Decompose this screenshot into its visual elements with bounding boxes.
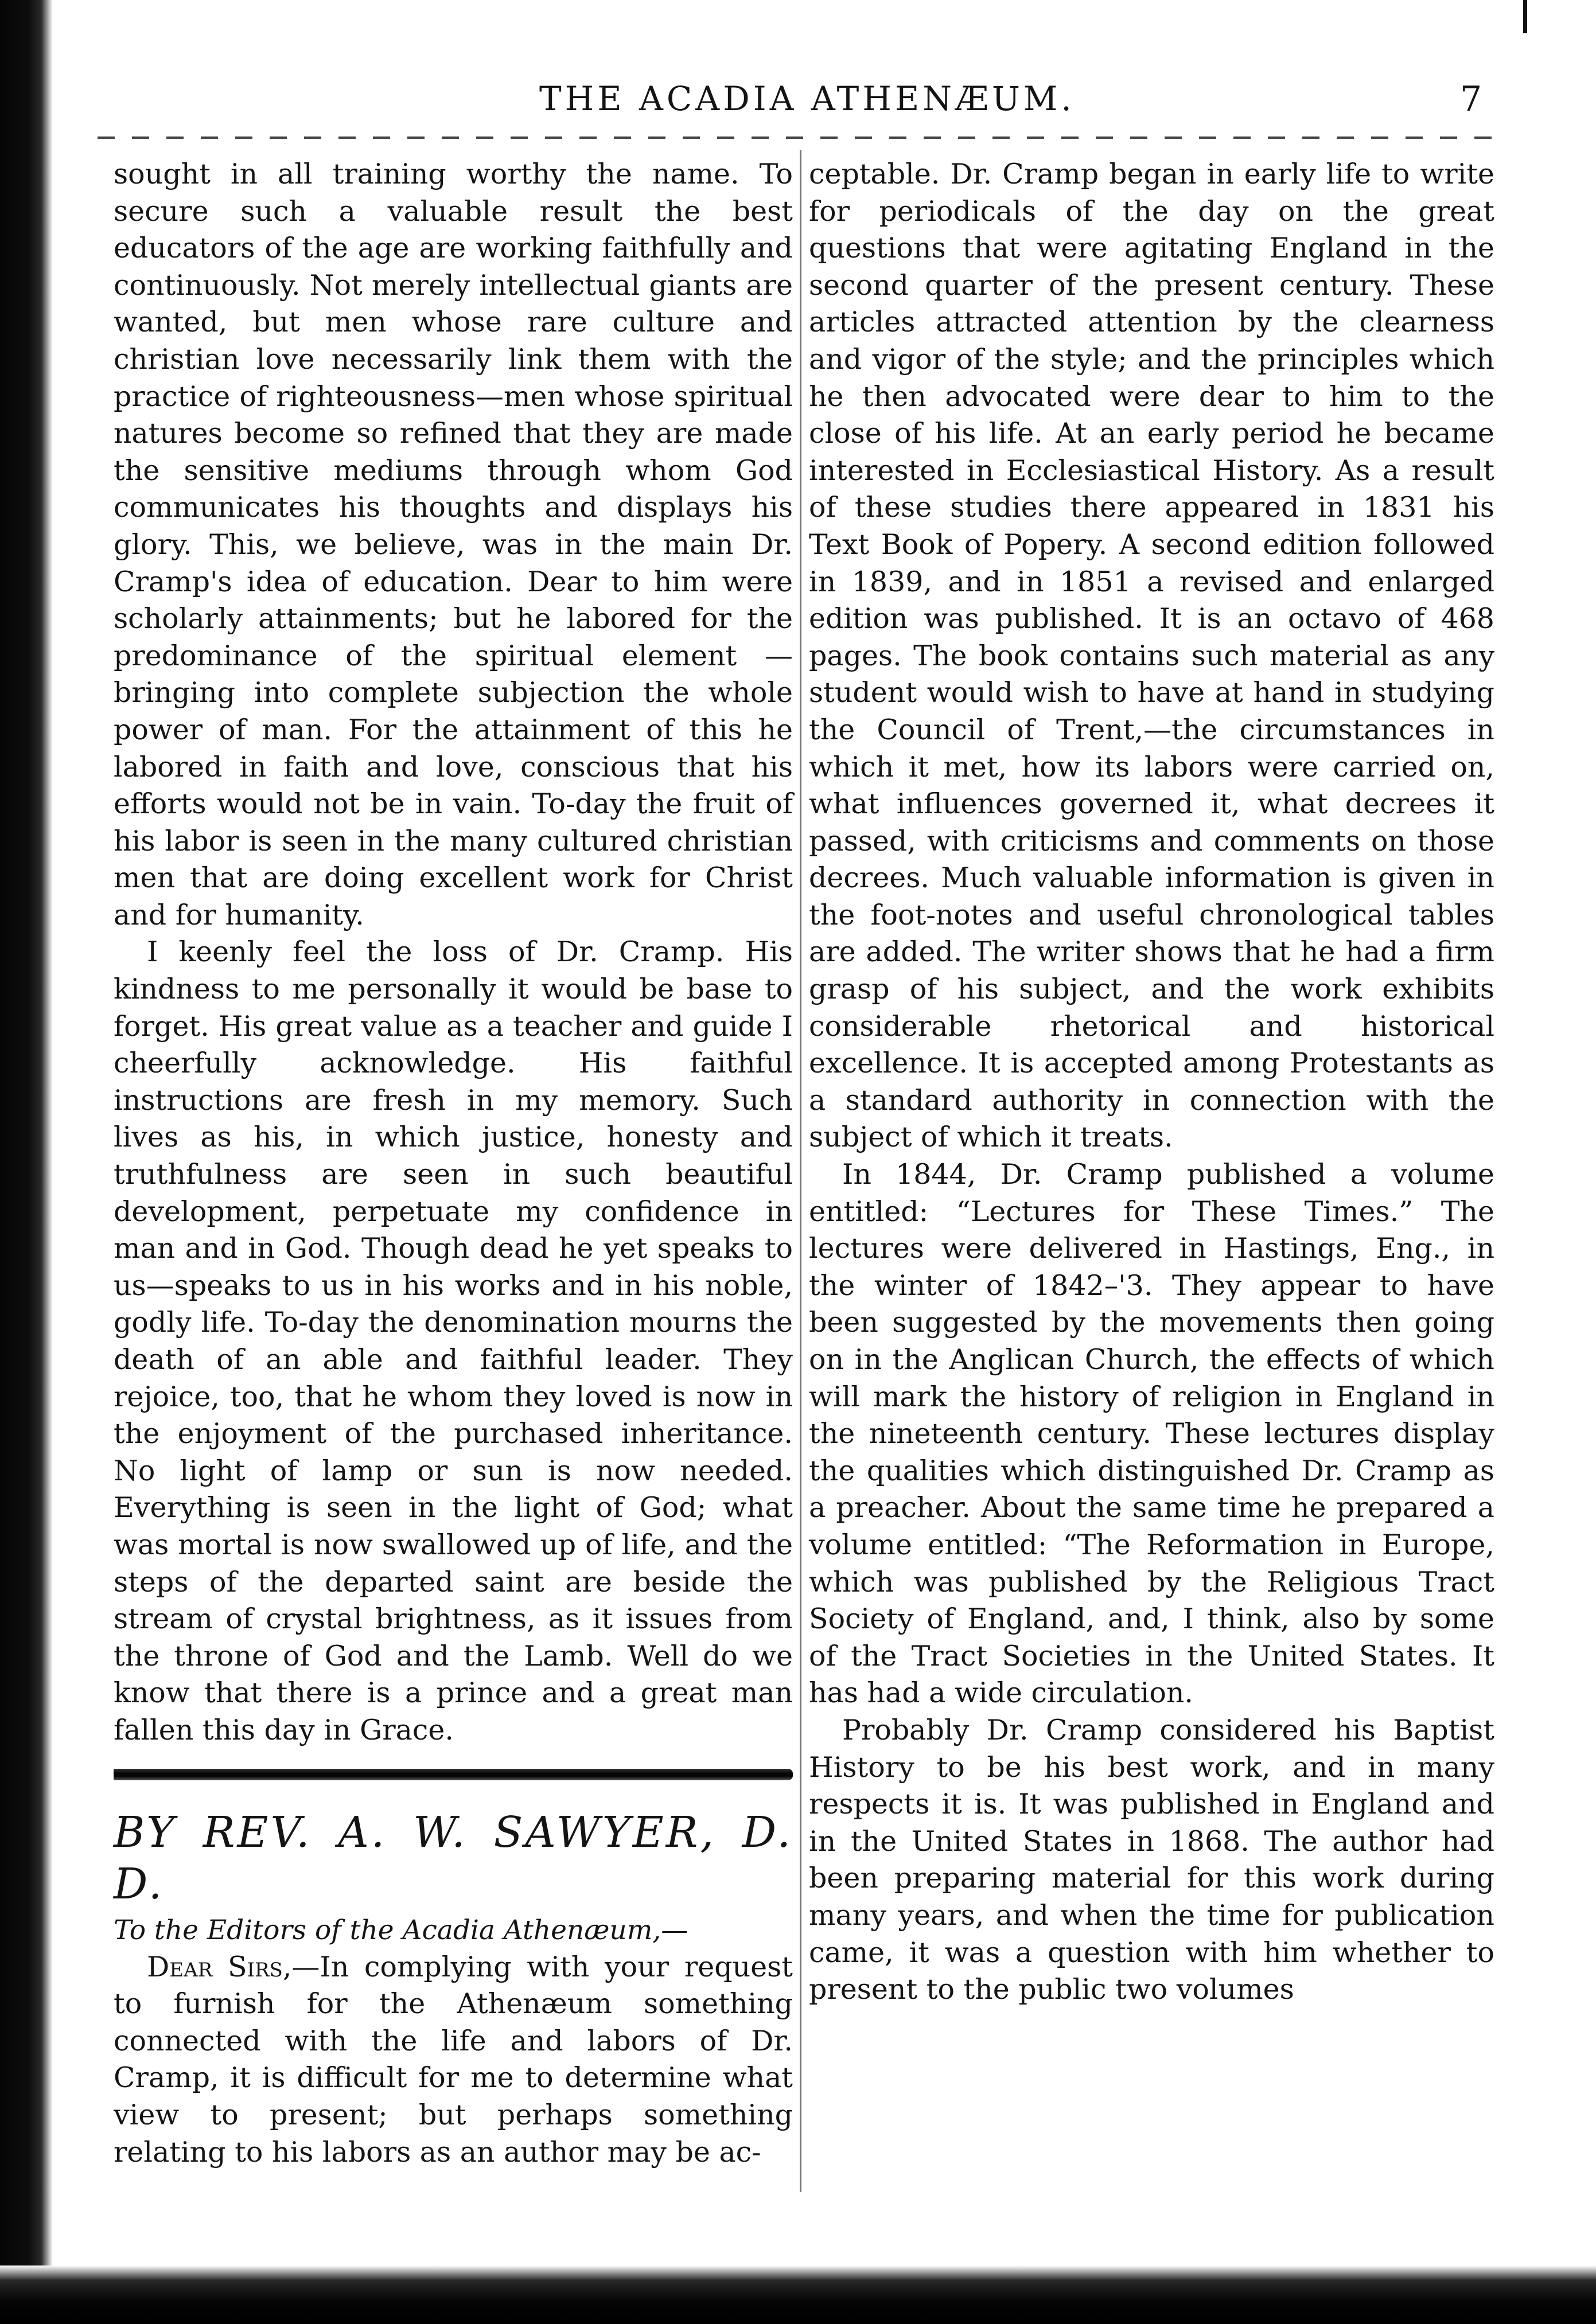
right-column	[809, 156, 1494, 2009]
scan-binding-edge	[0, 0, 53, 2324]
scan-mark	[1523, 0, 1527, 33]
right-paragraph-3: Probably Dr. Cramp considered his Baptist History to be his best work, and in many respects it is. It was published in England and in the United States in 1868. The author had been preparing material for this work during many years, and when the time for publication came, it was a question with him whether to present to the public two volumes	[809, 1713, 1494, 2006]
article-addressee: To the Editors of the Acadia Athenæum,—	[114, 1914, 688, 1946]
right-paragraph-2: In 1844, Dr. Cramp published a volume entitled: “Lectures for These Times.” The lectures were delivered in Hastings, Eng., in the winter of 1842–'3. They appear to have been suggested by the movements then going on in the Anglican Church, the effects of which will mark the history of religion in England in the nineteenth century. These lectures display the qualities which distinguished Dr. Cramp as a preacher. About the same time he prepared a volume entitled: “The Reformation in Europe, which was published by the Religious Tract Society of England, and, I think, also by some of the Tract Societies in the United States. It has had a wide circulation.	[809, 1158, 1494, 1710]
scan-bottom-edge	[0, 2265, 1596, 2324]
header-rule	[98, 137, 1509, 139]
left-paragraph-1: sought in all training worthy the name. To secure such a valuable result the best educators of the age are working faithfully and continuously. Not merely intellectual giants are wanted, but men whose rare culture and christian love necessarily link them with the practice of righteousness—men whose spiritual natures become so refined that they are made the sensitive mediums through whom God communicates his thoughts and displays his glory. This, we believe, was in the main Dr. Cramp's idea of education. Dear to him were scholarly attainments; but he labored for the predominance of the spiritual element —bringing into complete subjection the whole power of man. For the attainment of this he labored in faith and love, conscious that his efforts would not be in vain. To-day the fruit of his labor is seen in the many cultured christian men that are doing excellent work for Christ and for humanity.	[114, 158, 793, 931]
column-divider	[800, 150, 801, 2192]
section-divider-rule	[114, 1769, 793, 1780]
running-head: THE ACADIA ATHENÆUM.	[539, 79, 1075, 118]
right-paragraph-1: ceptable. Dr. Cramp began in early life to write for periodicals of the day on the great questions that were agitating England in the second quarter of the present century. These articles attracted attention by the clearness and vigor of the style; and the principles which he then advocated were dear to him to the close of his life. At an early period he became interested in Ecclesiastical History. As a result of these studies there appeared in 1831 his Text Book of Popery. A second edition followed in 1839, and in 1851 a revised and enlarged edition was published. It is an octavo of 468 pages. The book contains such material as any student would wish to have at hand in studying the Council of Trent,—the circumstances in which it met, how its labors were carried on, what influences governed it, what decrees it passed, with criticisms and comments on those decrees. Much valuable information is given in the foot-notes and useful chronological tables are added. The writer shows that he had a firm grasp of his subject, and the work exhibits considerable rhetorical and historical excellence. It is accepted among Protestants as a standard authority in connection with the subject of which it treats.	[809, 158, 1494, 1154]
salutation: Dear Sirs,	[147, 1950, 292, 1983]
left-paragraph-2: I keenly feel the loss of Dr. Cramp. His kindness to me personally it would be base to forget. His great value as a teacher and guide I cheerfully acknowledge. His faithful instructions are fresh in my memory. Such lives as his, in which justice, honesty and truthfulness are seen in such beautiful development, perpetuate my confidence in man and in God. Though dead he yet speaks to us—speaks to us in his works and in his noble, godly life. To-day the denomination mourns the death of an able and faithful leader. They rejoice, too, that he whom they loved is now in the enjoyment of the purchased inheritance. No light of lamp or sun is now needed. Everything is seen in the light of God; what was mortal is now swallowed up of life, and the steps of the departed saint are beside the stream of crystal brightness, as it issues from the throne of God and the Lamb. Well do we know that there is a prince and a great man fallen this day in Grace.	[114, 935, 793, 1746]
article-byline: BY REV. A. W. SAWYER, D. D.	[114, 1807, 793, 1909]
left-paragraph-3	[114, 1949, 793, 2171]
page-number: 7	[1460, 79, 1482, 119]
left-column	[114, 156, 793, 2171]
left-paragraph-3-text: —In complying with your request to furnish for the Athenæum something connected with the life and labors of Dr. Cramp, it is difficult for me to determine what view to present; but perhaps something relating to his labors as an author may be ac-	[114, 1950, 793, 2169]
